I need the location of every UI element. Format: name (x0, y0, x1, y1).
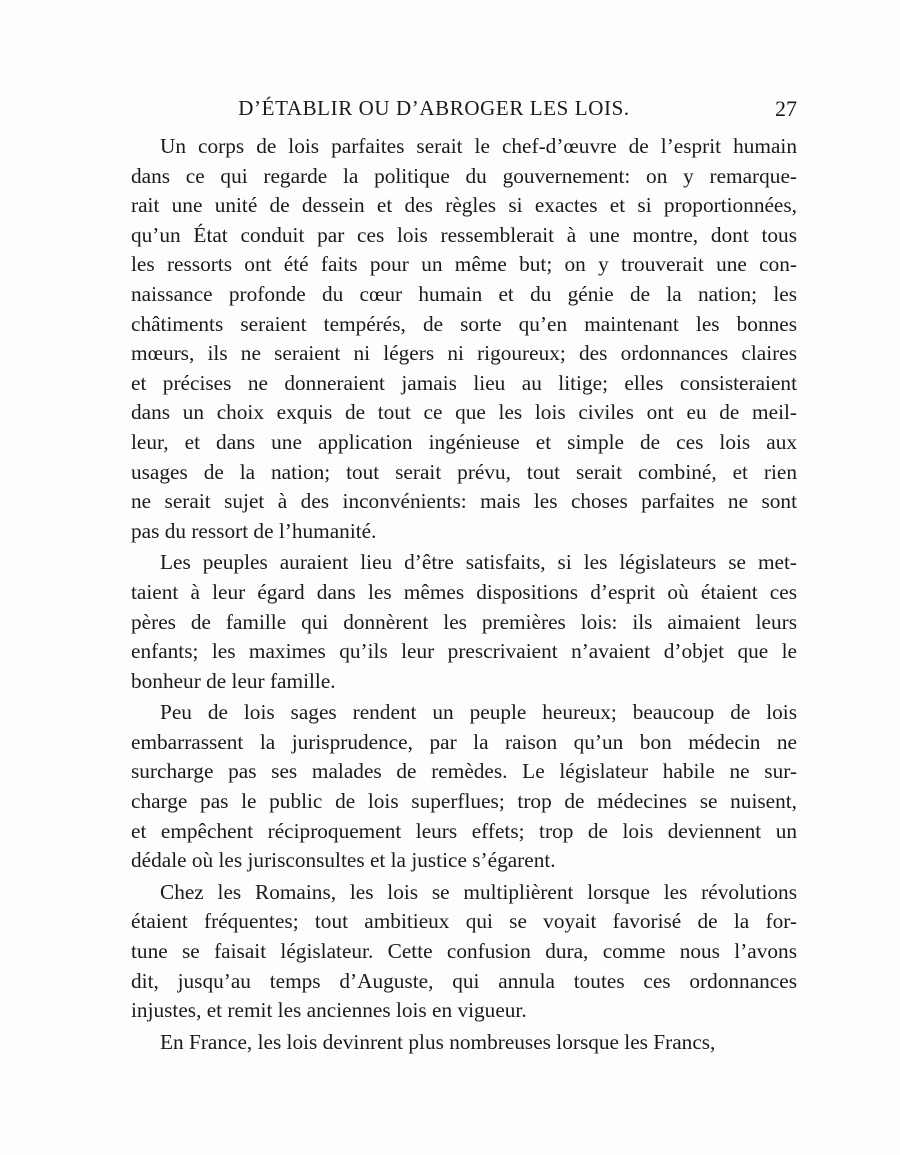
paragraph (131, 878, 797, 1026)
paragraph (131, 1028, 797, 1058)
text-line: qu’un État conduit par ces lois ressemblerait à une montre, dont tous (131, 222, 797, 247)
text-line: Chez les Romains, les lois se multiplièrent lorsque les révolutions (160, 879, 797, 904)
text-line: mœurs, ils ne seraient ni légers ni rigoureux; des ordonnances claires (131, 341, 797, 366)
text-line: ne serait sujet à des inconvénients: mais les choses parfaites ne sont (131, 489, 797, 514)
text-line: Les peuples auraient lieu d’être satisfaits, si les législateurs se met- (160, 550, 797, 575)
text-line: tune se faisait législateur. Cette confusion dura, comme nous l’avons (131, 939, 797, 964)
text-line: pères de famille qui donnèrent les premières lois: ils aimaient leurs (131, 609, 797, 634)
text-line: Un corps de lois parfaites serait le chef-d’œuvre de l’esprit humain (160, 134, 797, 158)
paragraph (131, 548, 797, 696)
text-line: En France, les lois devinrent plus nombreuses lorsque les Francs, (160, 1029, 716, 1054)
text-line: et empêchent réciproquement leurs effets; trop de lois deviennent un (131, 818, 797, 843)
page-number: 27 (775, 96, 797, 121)
text-line: Peu de lois sages rendent un peuple heureux; beaucoup de lois (160, 700, 797, 725)
text-line: bonheur de leur famille. (131, 668, 336, 693)
running-title: D’ÉTABLIR OU D’ABROGER LES LOIS. (238, 96, 630, 120)
text-line: leur, et dans une application ingénieuse et simple de ces lois aux (131, 429, 797, 454)
text-line: enfants; les maximes qu’ils leur prescrivaient n’avaient d’objet que le (131, 639, 797, 664)
running-head (131, 92, 797, 124)
text-line: dans un choix exquis de tout ce que les lois civiles ont eu de meil- (131, 400, 797, 425)
text-line: les ressorts ont été faits pour un même but; on y trouverait une con- (131, 252, 797, 277)
text-line: pas du ressort de l’humanité. (131, 518, 377, 543)
text-line: injustes, et remit les anciennes lois en vigueur. (131, 998, 527, 1023)
text-line: étaient fréquentes; tout ambitieux qui se voyait favorisé de la for- (131, 909, 797, 934)
body-text (131, 132, 797, 1057)
text-line: châtiments seraient tempérés, de sorte qu’en maintenant les bonnes (131, 311, 797, 336)
text-line: taient à leur égard dans les mêmes dispositions d’esprit où étaient ces (131, 579, 797, 604)
text-line: rait une unité de dessein et des règles si exactes et si proportionnées, (131, 193, 797, 218)
text-line: et précises ne donneraient jamais lieu au litige; elles consisteraient (131, 370, 797, 395)
text-line: dédale où les jurisconsultes et la justice s’égarent. (131, 848, 556, 873)
text-line: embarrassent la jurisprudence, par la raison qu’un bon médecin ne (131, 729, 797, 754)
text-line: dit, jusqu’au temps d’Auguste, qui annula toutes ces ordonnances (131, 968, 797, 993)
text-line: usages de la nation; tout serait prévu, tout serait combiné, et rien (131, 459, 797, 484)
text-line: charge pas le public de lois superflues; trop de médecines se nuisent, (131, 789, 797, 814)
text-line: surcharge pas ses malades de remèdes. Le législateur habile ne sur- (131, 759, 797, 784)
paragraph (131, 132, 797, 546)
text-line: dans ce qui regarde la politique du gouvernement: on y remarque- (131, 163, 797, 188)
paragraph (131, 698, 797, 876)
text-line: naissance profonde du cœur humain et du génie de la nation; les (131, 281, 797, 306)
